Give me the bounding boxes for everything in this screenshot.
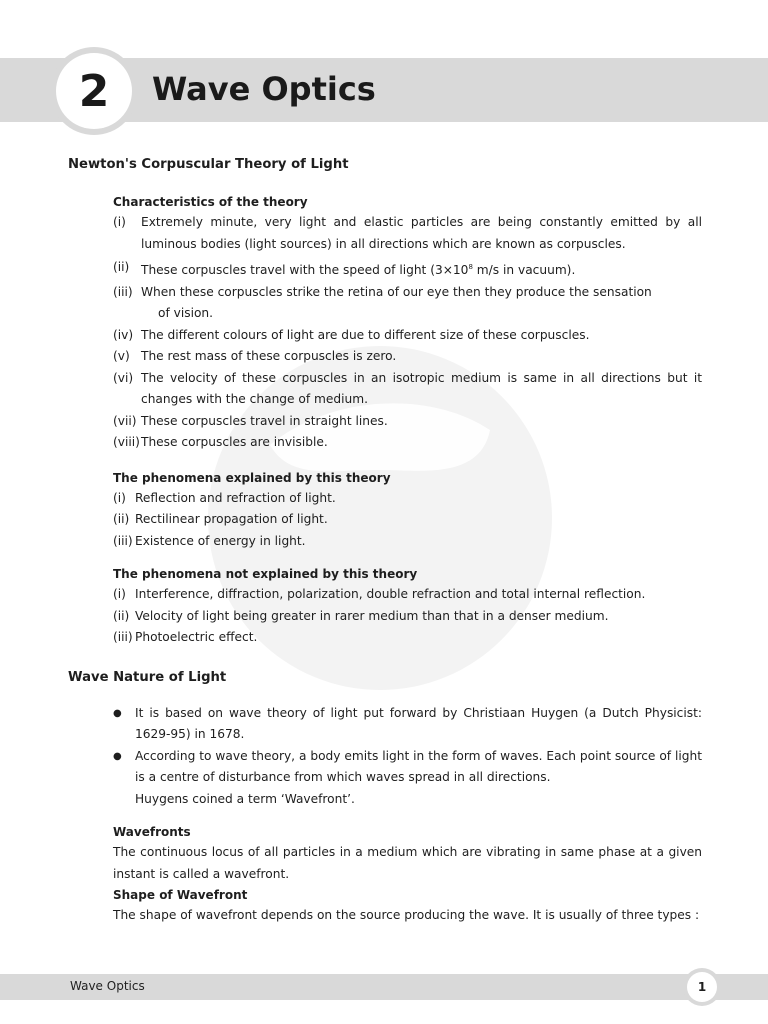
item-text xyxy=(141,257,702,282)
section-title-newton: Newton's Corpuscular Theory of Light xyxy=(68,157,349,172)
exponent: 8 xyxy=(468,263,473,271)
list-item xyxy=(113,368,702,411)
item-text: Existence of energy in light. xyxy=(135,533,306,548)
item-number: (iii) xyxy=(113,533,133,548)
item-text: The rest mass of these corpuscles is zero. xyxy=(141,349,397,364)
characteristics-heading: Characteristics of the theory xyxy=(113,195,308,209)
item-text: The velocity of these corpuscles in an isotropic medium is same in all directions but it changes with the change of medium. xyxy=(141,370,702,407)
list-item xyxy=(113,411,702,433)
item-number: (viii) xyxy=(113,435,140,450)
item-text: These corpuscles travel in straight lines. xyxy=(141,413,388,428)
list-item xyxy=(113,212,702,255)
item-number: (ii) xyxy=(113,260,130,274)
bullet-text: According to wave theory, a body emits light in the form of waves. Each point source of light is a centre of disturbance from which waves spread in all directions. xyxy=(135,748,702,785)
list-item xyxy=(113,346,702,368)
item-text: Interference, diffraction, polarization, double refraction and total internal reflection. xyxy=(135,587,646,602)
item-number: (i) xyxy=(113,587,126,602)
bullet-item xyxy=(113,746,702,811)
chapter-number-badge xyxy=(50,47,138,135)
list-item xyxy=(113,325,702,347)
section-title-wave-nature: Wave Nature of Light xyxy=(68,669,227,685)
page-number: 1 xyxy=(687,972,717,1002)
item-number: (iv) xyxy=(113,327,134,342)
item-text-after: m/s in vacuum). xyxy=(472,263,576,278)
bullet-text: It is based on wave theory of light put forward by Christiaan Huygen (a Dutch Physicist: 1629-95) in 1678. xyxy=(135,705,702,742)
wavefronts-text: The continuous locus of all particles in a medium which are vibrating in same phase at a given instant is called a wavefront. xyxy=(113,845,702,881)
explained-heading: The phenomena explained by this theory xyxy=(113,470,391,485)
bullet-item xyxy=(113,703,702,746)
item-number: (i) xyxy=(113,490,126,505)
item-text: Velocity of light being greater in rarer medium than that in a denser medium. xyxy=(135,608,609,623)
item-text-before: These corpuscles travel with the speed of light (3×10 xyxy=(141,263,469,278)
list-item xyxy=(113,627,702,649)
page-content xyxy=(68,154,702,927)
characteristics-list xyxy=(113,212,702,454)
explained-list xyxy=(113,488,702,553)
shape-heading: Shape of Wavefront xyxy=(113,888,248,903)
item-number: (i) xyxy=(113,215,126,229)
chapter-number: 2 xyxy=(56,53,132,129)
footer-label: Wave Optics xyxy=(70,979,145,993)
bullet-text-extra: Huygens coined a term ‘Wavefront’. xyxy=(135,791,355,806)
item-number: (iii) xyxy=(113,284,133,299)
list-item xyxy=(113,488,702,510)
list-item xyxy=(113,432,702,454)
bullet-dot-icon: ● xyxy=(113,750,122,762)
item-number: (vi) xyxy=(113,370,134,385)
not-explained-list xyxy=(113,584,702,649)
wave-nature-bullets xyxy=(113,703,702,811)
not-explained-heading: The phenomena not explained by this theory xyxy=(113,567,418,582)
item-number: (iii) xyxy=(113,630,133,645)
list-item xyxy=(113,606,702,628)
page-number-badge xyxy=(683,968,721,1006)
chapter-title: Wave Optics xyxy=(152,70,376,108)
item-text: These corpuscles are invisible. xyxy=(141,435,328,450)
wavefronts-heading: Wavefronts xyxy=(113,825,191,840)
bullet-text-group xyxy=(135,746,702,811)
item-text: Reflection and refraction of light. xyxy=(135,490,336,505)
item-number: (ii) xyxy=(113,608,130,623)
list-item xyxy=(113,282,702,325)
item-number: (v) xyxy=(113,349,130,364)
item-text xyxy=(141,282,702,325)
list-item xyxy=(113,584,702,606)
item-text: The different colours of light are due to different size of these corpuscles. xyxy=(141,327,590,342)
list-item xyxy=(113,257,702,282)
item-text: Photoelectric effect. xyxy=(135,630,258,645)
item-text-continuation: of vision. xyxy=(158,306,214,321)
item-number: (ii) xyxy=(113,512,130,527)
item-number: (vii) xyxy=(113,413,137,428)
bullet-dot-icon: ● xyxy=(113,707,122,719)
item-text: Rectilinear propagation of light. xyxy=(135,512,328,527)
item-text-line: When these corpuscles strike the retina of our eye then they produce the sensation xyxy=(141,284,652,299)
shape-text: The shape of wavefront depends on the source producing the wave. It is usually of three types : xyxy=(113,908,700,923)
item-text: Extremely minute, very light and elastic particles are being constantly emitted by all luminous bodies (light sources) in all directions which are known as corpuscles. xyxy=(141,215,702,251)
list-item xyxy=(113,531,702,553)
list-item xyxy=(113,509,702,531)
